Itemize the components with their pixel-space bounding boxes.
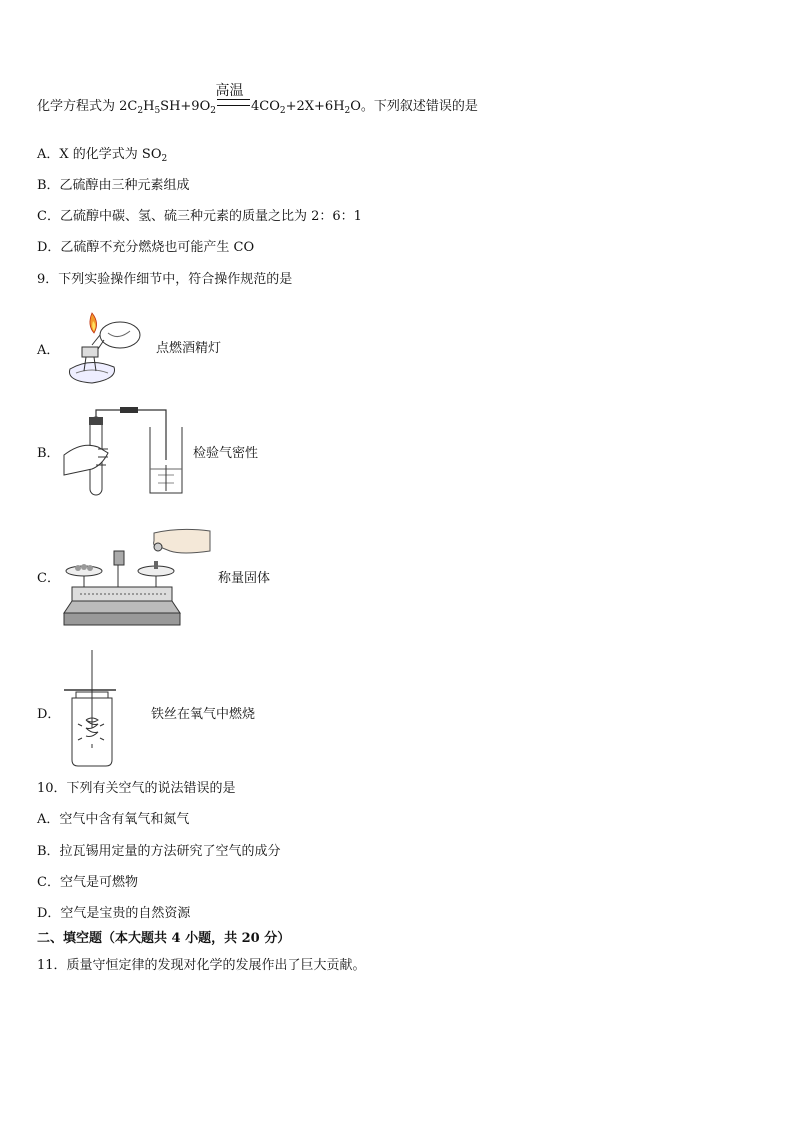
q8-product1: 4CO: [250, 99, 280, 114]
q9-option-c-label: C．: [37, 571, 60, 586]
q10-option-c: C．空气是可燃物: [37, 875, 138, 890]
reaction-condition: 高温: [215, 83, 244, 99]
q9-option-a-caption: 点燃酒精灯: [156, 341, 222, 356]
q10-option-d: D．空气是宝贵的自然资源: [37, 906, 191, 921]
q10-stem: 10．下列有关空气的说法错误的是: [37, 781, 236, 796]
q9-option-b-caption: 检验气密性: [193, 446, 259, 461]
q8-option-d: D．乙硫醇不充分燃烧也可能产生 CO: [37, 240, 255, 255]
q10-option-b: B．拉瓦锡用定量的方法研究了空气的成分: [37, 844, 281, 859]
q8-equation: [37, 98, 478, 120]
sub-h: 5: [154, 106, 161, 116]
q9-option-d-caption: 铁丝在氧气中燃烧: [151, 707, 256, 722]
equals-sign: [217, 99, 250, 106]
alcohol-lamp-illustration: [62, 305, 148, 391]
iron-wire-combustion-illustration: [62, 650, 122, 770]
q11-stem: 11．质量守恒定律的发现对化学的发展作出了巨大贡献。: [37, 958, 366, 973]
q8-option-a: [37, 146, 167, 168]
q8-stem-prefix: 化学方程式为 2C: [37, 99, 138, 114]
q9-option-d-label: D．: [37, 707, 61, 722]
sub-o: 2: [210, 106, 216, 116]
q9-option-b-label: B．: [37, 446, 60, 461]
sub-co2: 2: [279, 106, 286, 116]
q8-option-c: C．乙硫醇中碳、氢、硫三种元素的质量之比为 2：6：1: [37, 209, 362, 224]
section-title: 二、填空题（本大题共 4 小题，共 20 分）: [37, 931, 291, 946]
q9-option-a-label: A．: [37, 343, 60, 358]
sub-so2: 2: [161, 154, 168, 164]
airtightness-check-illustration: [62, 405, 192, 500]
q9-stem: 9．下列实验操作细节中，符合操作规范的是: [37, 272, 293, 287]
q9-option-c-caption: 称量固体: [218, 571, 271, 586]
q8-tail: O。下列叙述错误的是: [350, 99, 478, 114]
q8-h: H: [143, 99, 155, 114]
q8-sh: SH+9O: [160, 99, 211, 114]
balance-scale-illustration: [62, 527, 212, 629]
q8-optA-text: A．X 的化学式为 SO: [37, 147, 162, 162]
sub-c: 2: [137, 106, 144, 116]
q10-option-a: A．空气中含有氧气和氮气: [37, 812, 190, 827]
q8-option-b: B．乙硫醇由三种元素组成: [37, 178, 190, 193]
q8-product2: +2X+6H: [285, 99, 345, 114]
sub-h2o: 2: [344, 106, 351, 116]
